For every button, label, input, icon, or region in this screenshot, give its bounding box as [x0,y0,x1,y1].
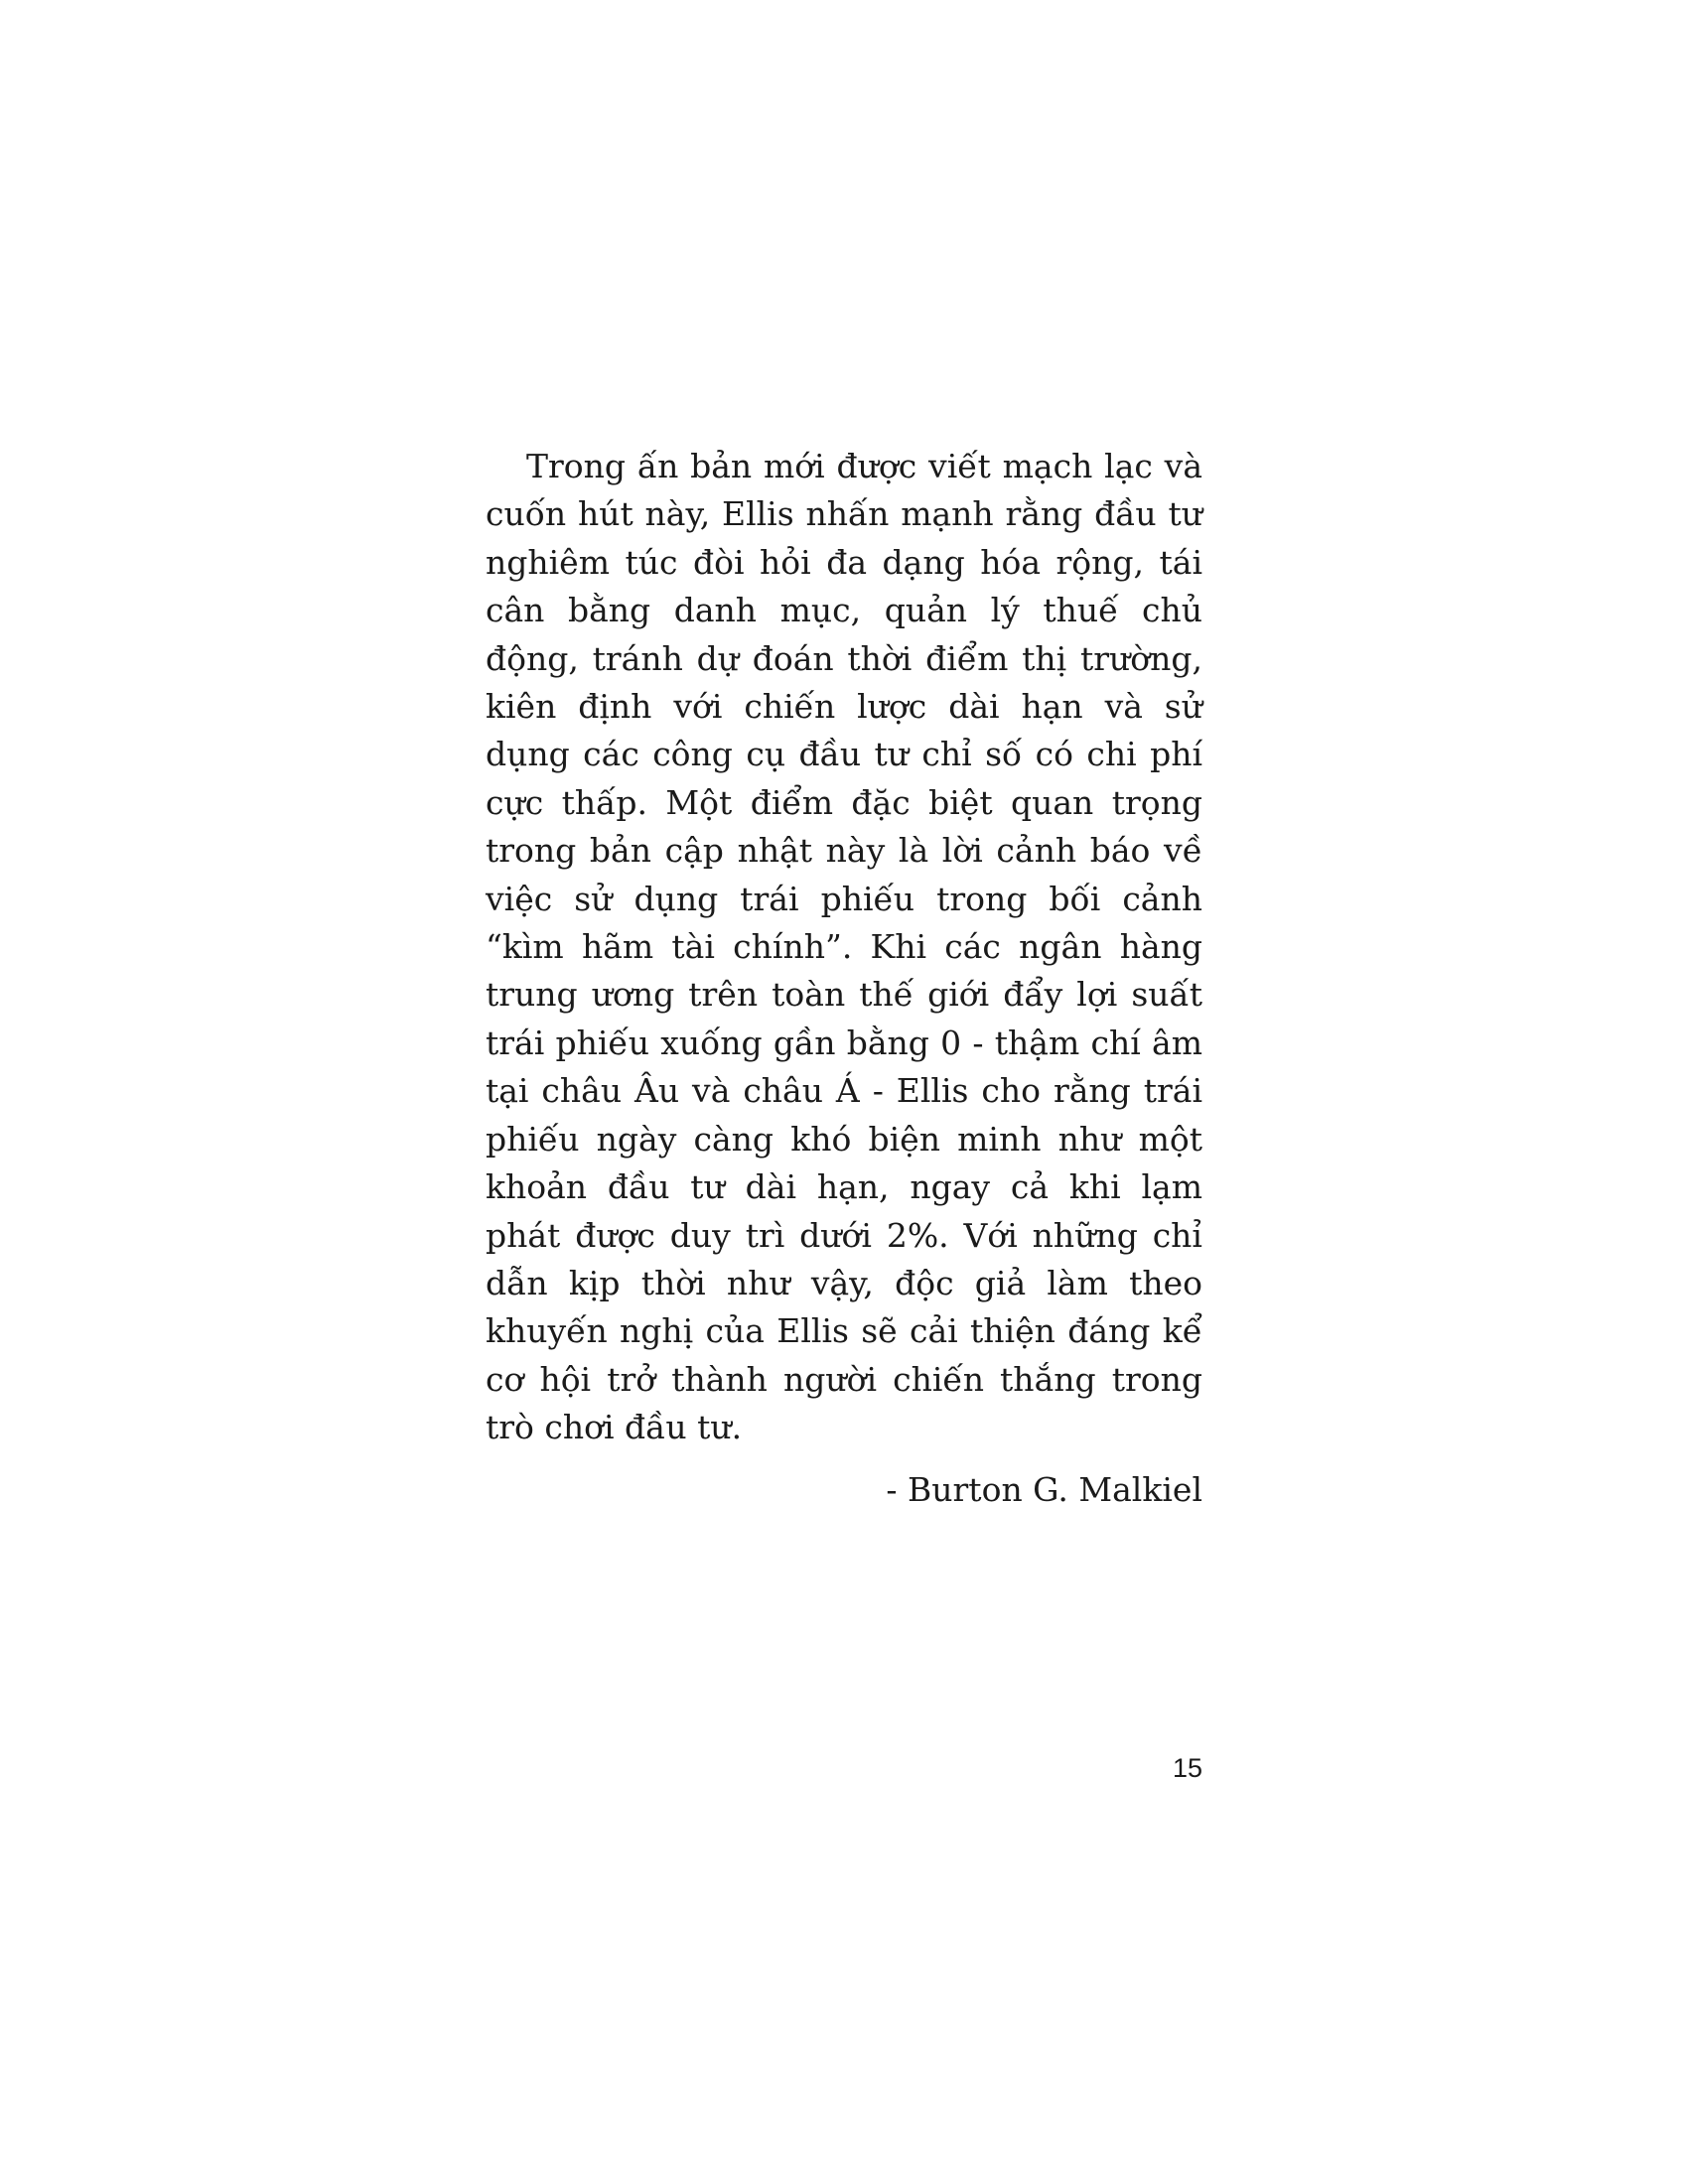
body-paragraph: Trong ấn bản mới được viết mạch lạc và cuốn hút này, Ellis nhấn mạnh rằng đầu tư nghiêm túc đòi hỏi đa dạng hóa rộng, tái cân bằng danh mục, quản lý thuế chủ động, tránh dự đoán thời điểm thị trường, kiên định với chiến lược dài hạn và sử dụng các công cụ đầu tư chỉ số có chi phí cực thấp. Một điểm đặc biệt quan trọng trong bản cập nhật này là lời cảnh báo về việc sử dụng trái phiếu trong bối cảnh “kìm hãm tài chính”. Khi các ngân hàng trung ương trên toàn thế giới đẩy lợi suất trái phiếu xuống gần bằng 0 - thậm chí âm tại châu Âu và châu Á - Ellis cho rằng trái phiếu ngày càng khó biện minh như một khoản đầu tư dài hạn, ngay cả khi lạm phát được duy trì dưới 2%. Với những chỉ dẫn kịp thời như vậy, độc giả làm theo khuyến nghị của Ellis sẽ cải thiện đáng kể cơ hội trở thành người chiến thắng trong trò chơi đầu tư. [486,447,1202,1447]
attribution: - Burton G. Malkiel [886,1469,1202,1509]
page-number: 15 [1172,1753,1202,1783]
text-block [486,443,1202,1514]
